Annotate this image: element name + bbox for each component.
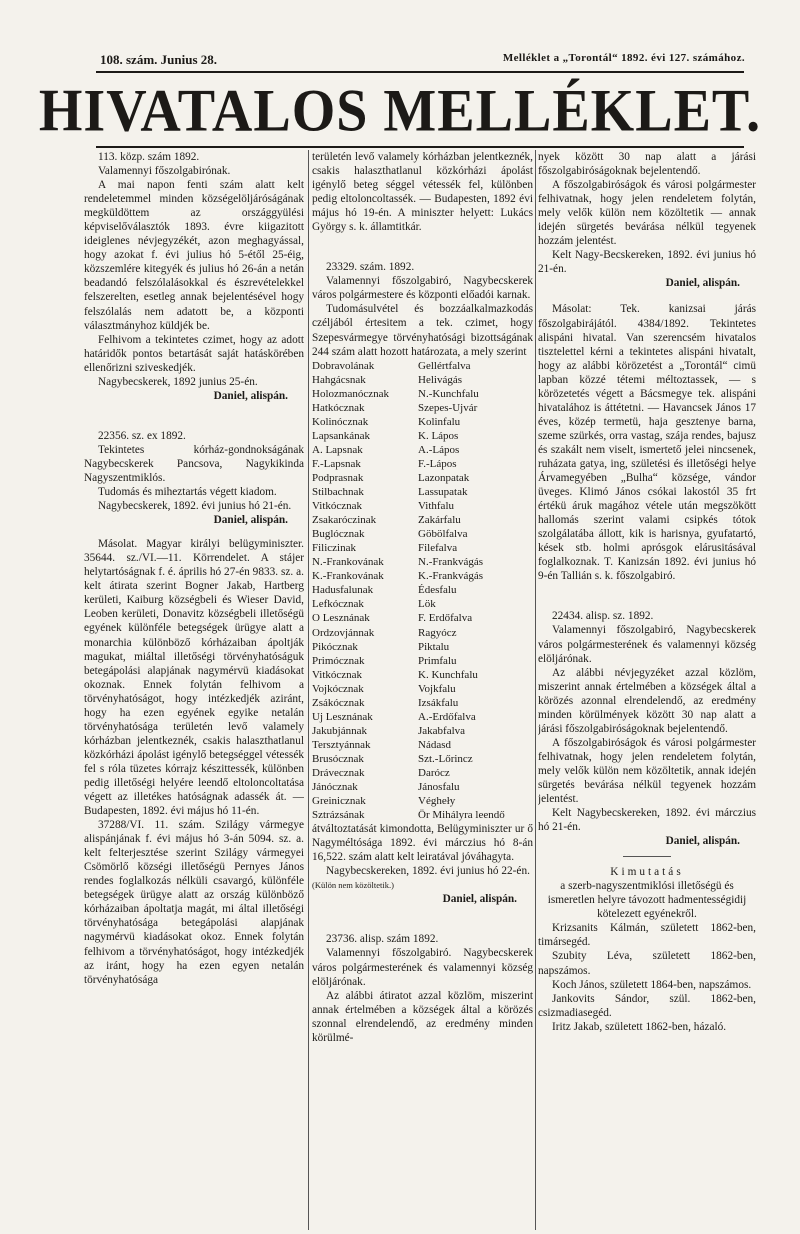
supplement-note: Melléklet a „Torontál“ 1892. évi 127. számához.	[502, 52, 745, 64]
notice-body: Tudomásulvétel és bozzáalkalmazkodás czéljából értesitem a tek. czimet, hogy Szepesvármegye törvényhatósági bizottságának 244 szám alatt hozott határozata, a mely szerint	[312, 303, 533, 358]
masthead-title: HIVATALOS MELLÉKLET.	[38, 77, 762, 145]
wanted-notice-copy: Másolat: Tek. kanizsai járás főszolgabirájától. 4384/1892. Tekintetes alispáni hivatal. Van szerencsém hivatalos tisztelettel kérni a tekintetes alispáni hivatalt, hogy az alábbi körözetést a „Torontál“ cimü lapban közzé tétemi méltoztassek, — s körözetetés végett a Bácsmegye tek. alispáni hivatalához is áttétetni. — Havancsek János 17 éves, közép termetü, haja gesztenye barna, szeme szürkés, orra vastag, szája rendes, bajusz és szakált nem viselt, ismertető jelei nincsenek, ruházata gatya, ing, születési és illetőségi helye Árvamegyében „Bulha“ községe, vándor üveges. Klimó János csókai lakostól 35 frt értékü áruk magához vétele után megszökött hallomás szerint valami csipkés tótok szolgálatába állott, kik is harisnya, gyufatartó, kések stb. holmi aprósgok elárusitásával foglalkoznak. T. Kanizsán 1892. évi junius hó 9-én Tallián s. k. főszolgabiró.	[538, 303, 756, 583]
table-row	[312, 457, 533, 471]
old-place-name: Pikócznak	[312, 640, 358, 653]
old-place-name: A. Lapsnak	[312, 443, 363, 456]
old-place-name: Hahgácsnak	[312, 373, 366, 386]
old-place-name: Primócznak	[312, 654, 365, 667]
new-place-name: Darócz	[418, 766, 450, 779]
old-place-name: Buglócznak	[312, 528, 365, 541]
column-1	[84, 150, 304, 1234]
table-row	[312, 710, 533, 724]
new-place-name: Lök	[418, 598, 436, 611]
column-divider	[535, 150, 536, 1230]
new-place-name: Göbölfalva	[418, 528, 468, 541]
old-place-name: N.-Frankovának	[312, 556, 384, 569]
new-place-name: Gellértfalva	[418, 359, 471, 372]
notice-number: 23736. alisp. szám 1892.	[326, 933, 439, 946]
new-place-name: A.-Erdőfalva	[418, 710, 476, 723]
table-row	[312, 766, 533, 780]
old-place-name: Dobravolának	[312, 359, 375, 372]
notice-body: Az alábbi átiratot azzal közlöm, miszerint annak értelmében a községek által a körözés szonnal elrendelendő, az eredmény minden körülmé-	[312, 989, 533, 1044]
list-item: Iritz Jakab, született 1862-ben, házaló.	[552, 1020, 727, 1033]
notice-22356	[84, 429, 304, 527]
notice-date: Nagybecskereken, 1892. évi junius hó 22-én.	[326, 865, 530, 878]
new-place-name: Szepes-Ujvár	[418, 401, 478, 414]
new-place-name: Végheły	[418, 795, 456, 808]
old-place-name: Hadusfalunak	[312, 584, 374, 597]
table-row	[312, 485, 533, 499]
kimutatas-list	[538, 865, 756, 1034]
old-place-name: Vojkócznak	[312, 682, 364, 695]
notice-22434	[538, 609, 756, 848]
old-place-name: F.-Lapsnak	[312, 457, 361, 470]
signature: Daniel, alispán.	[665, 835, 740, 848]
page-header	[0, 52, 800, 70]
old-place-name: Ordzovjánnak	[312, 626, 375, 639]
table-row	[312, 668, 533, 682]
old-place-name: Holozmanócznak	[312, 387, 389, 400]
table-row	[312, 738, 533, 752]
table-row	[312, 752, 533, 766]
notice-body: Az alábbi névjegyzéket azzal közlöm, miszerint annak értelmében a községek által a körözés azonnal elrendelendő, az eredmény minden körülmények között 30 nap alatt a járási főszolgabiróságoknak bejelentendő.	[538, 666, 756, 735]
table-row	[312, 513, 533, 527]
table-row	[312, 499, 533, 513]
table-row	[312, 415, 533, 429]
new-place-name: Ragyócz	[418, 626, 457, 639]
old-place-name: Uj Lesznának	[312, 710, 373, 723]
table-row	[312, 640, 533, 654]
new-place-name: Ör Mihályra leendő	[418, 809, 505, 822]
table-row	[312, 443, 533, 457]
new-place-name: Nádasd	[418, 738, 451, 751]
notice-body: Tudomás és miheztartás végett kiadom.	[98, 486, 277, 499]
table-row	[312, 626, 533, 640]
new-place-name: F.-Lápos	[418, 457, 457, 470]
old-place-name: Hatkócznak	[312, 401, 365, 414]
new-place-name: K. Kunchfalu	[418, 668, 478, 681]
old-place-name: Stilbachnak	[312, 486, 364, 499]
old-place-name: Drávecznak	[312, 766, 365, 779]
list-item: Krizsanits Kálmán, született 1862-ben, timársegéd.	[538, 922, 756, 949]
notice-23329	[312, 260, 533, 358]
continued-text: nyek között 30 nap alatt a járási főszolgabiróságoknak bejelentendő.	[538, 151, 756, 178]
table-row	[312, 359, 533, 373]
new-place-name: K. Lápos	[418, 429, 459, 442]
old-place-name: Filiczinak	[312, 542, 356, 555]
old-place-name: Greinicznak	[312, 795, 366, 808]
list-title: Kimutatás	[610, 866, 684, 879]
old-place-name: Zsákócznak	[312, 696, 365, 709]
table-row	[312, 597, 533, 611]
old-place-name: Zsakaróczinak	[312, 514, 377, 527]
notice-date: Nagybecskerek, 1892 junius 25-én.	[98, 375, 258, 388]
old-place-name: Brusócznak	[312, 752, 364, 765]
old-place-name: Kolinócznak	[312, 415, 369, 428]
table-row	[312, 682, 533, 696]
old-place-name: Lapsankának	[312, 429, 371, 442]
new-place-name: Izsákfalu	[418, 696, 459, 709]
notice-number: 22356. sz. ex 1892.	[98, 429, 186, 442]
addressee: Valamennyi főszolgabiró, Nagybecskerek város polgármesterének és valamennyi község elöljárónak.	[538, 624, 756, 665]
addressee: Valamennyi főszolgabirónak.	[98, 165, 231, 178]
notice-date: Kelt Nagybecskereken, 1892. évi márczius hó 21-én.	[538, 807, 756, 834]
signature: Daniel, alispán.	[442, 893, 517, 906]
notice-113	[84, 150, 304, 403]
notice-date: Nagybecskerek, 1892. évi junius hó 21-én.	[98, 500, 292, 513]
addressee: Valamennyi főszolgabiró. Nagybecskerek város polgármesterének és valamennyi község elöljárónak.	[312, 947, 533, 988]
table-row	[312, 471, 533, 485]
notice-number: 22434. alisp. sz. 1892.	[552, 610, 654, 623]
column-divider	[308, 150, 309, 1230]
addressee: Valamennyi főszolgabiró, Nagybecskerek város polgármestere és központi előadói karnak.	[312, 275, 533, 302]
new-place-name: Filefalva	[418, 542, 458, 555]
continued-text: területén levő valamely kórházban jelentkeznék, csakis halaszthatlanul közkórházi ápolást igénylő beteg séggel vétessék fel, különben pedig eltoloncoltassék. — Budapesten, 1892 évi május hó 19-én. A miniszter helyett: Lukács György s. k. államtitkár.	[312, 151, 533, 234]
signature: Daniel, alispán.	[213, 514, 288, 527]
table-row	[312, 583, 533, 597]
old-place-name: Podprasnak	[312, 471, 364, 484]
notice-body: Felhivom a tekintetes czimet, hogy az adott határidők pontos betartását saját hatáskörében ellenőrizni sziveskedjék.	[84, 333, 304, 374]
list-item: Jankovits Sándor, szül. 1862-ben, csizmadiasegéd.	[538, 992, 756, 1019]
old-place-name: K.-Frankovának	[312, 570, 384, 583]
new-place-name: Vojkfalu	[418, 682, 456, 695]
old-place-name: Vitkócznak	[312, 500, 363, 513]
table-row	[312, 541, 533, 555]
new-place-name: Vithfalu	[418, 500, 454, 513]
notice-body: A mai napon fenti szám alatt kelt rendeletemmel minden községelöljáróságának megküldöttem az országgyülési képviselőválasztók 1893. évre kiigazitott ideiglenes névjegyzékét, azon meghagyással, hogy azokat f. évi julius hó 5-étől 25-éig, közszemlére kitegyék és julius hó 26-án a netán beadandó felszólalásokkal és észrevételekkel felszerelten, esetleg annak bejelentésével hogy felszólalás nem adatott be, a központi választmányhoz küldjék be.	[84, 179, 304, 332]
signature: Daniel, alispán.	[213, 389, 288, 402]
new-place-name: Édesfalu	[418, 584, 457, 597]
notice-number: 113. közp. szám 1892.	[98, 151, 200, 163]
old-place-name: Tersztyánnak	[312, 738, 371, 751]
issue-number: 108. szám. Junius 28.	[100, 52, 218, 67]
new-place-name: Kolinfalu	[418, 415, 461, 428]
table-row	[312, 527, 533, 541]
table-row	[312, 569, 533, 583]
new-place-name: Lazonpatak	[418, 471, 470, 484]
notice-body: A főszolgabiróságok és városi polgármester felhivatnak, hogy jelen rendeletem folytán, mely velők külön nem közöltetik — annak idején sürgetés bevárása nélkül tegyenek hozzám jelentést.	[538, 179, 756, 248]
list-item: Szubity Léva, született 1862-ben, napszámos.	[538, 950, 756, 977]
new-place-name: Jánosfalu	[418, 781, 460, 794]
table-row	[312, 654, 533, 668]
table-row	[312, 429, 533, 443]
old-place-name: Vitkócznak	[312, 668, 363, 681]
old-place-name: Lefkócznak	[312, 598, 364, 611]
table-row	[312, 373, 533, 387]
masthead-rule	[96, 146, 744, 148]
old-place-name: Jánócznak	[312, 781, 358, 794]
new-place-name: Szt.-Lőrincz	[418, 752, 473, 765]
table-row	[312, 724, 533, 738]
notice-body: átváltoztatását kimondotta, Belügyminiszter ur ő Nagyméltósága 1892. évi márczius hó 8-án 16,522. szám alatt kelt leiratával jóváhagyta.	[312, 823, 533, 864]
signature: Daniel, alispán.	[665, 277, 740, 290]
table-row	[312, 611, 533, 625]
table-row	[312, 387, 533, 401]
notice-23736	[312, 932, 533, 1044]
new-place-name: F. Erdőfalva	[418, 612, 473, 625]
new-place-name: A.-Lápos	[418, 443, 460, 456]
table-row	[312, 808, 533, 822]
column-3	[538, 150, 756, 1234]
section-separator	[623, 856, 671, 857]
new-place-name: N.-Frankvágás	[418, 556, 484, 569]
new-place-name: Piktalu	[418, 640, 450, 653]
not-published-note: (Külön nem közöltetik.)	[312, 880, 394, 891]
table-row	[312, 780, 533, 794]
new-place-name: Helivágás	[418, 373, 462, 386]
addressee: Tekintetes kórház-gondnokságának Nagybecskerek Pancsova, Nagykikinda Nagyszentmiklós.	[84, 443, 304, 484]
list-item: Koch János, született 1864-ben, napszámos.	[552, 978, 752, 991]
header-rule	[96, 71, 744, 73]
table-row	[312, 794, 533, 808]
table-row	[312, 696, 533, 710]
new-place-name: N.-Kunchfalu	[418, 387, 479, 400]
new-place-name: K.-Frankvágás	[418, 570, 484, 583]
notice-body: A főszolgabiróságok és városi polgármester felhivatnak, hogy jelen rendeletem folytán, mely velők külön nem közöltetik, annak idején sürgetés bevárása nélkül tegyenek hozzám jelentést.	[538, 736, 756, 806]
old-place-name: O Lesznának	[312, 612, 370, 625]
old-place-name: Sztrázsának	[312, 809, 365, 822]
list-subtitle: a szerb-nagyszentmiklósi illetőségü és ismeretlen helyre távozott hadmentességidij kötelezett egyénekről.	[547, 880, 747, 921]
ministerial-order-37288: 37288/VI. 11. szám. Szilágy vármegye alispánjának f. évi május hó 3-án 5094. sz. a. kelt felterjesztése szerint Szilágy vármegyei Csömörlő községi illetőségü Pernyes János rendes foglalkozás nélküli csavargó, különféle betegségek ürügye alatt az ország különböző kórházaiban ápoltatja magát, mi által illetőségi törvényhatósága betegápolási alapjának nagymérvü kiadásokat okoz. Ennek folytán felhivom a törvényhatóságot, hogy intézkedjék az iránt, hogy ha ezen egyen netalán törvényhatósága	[84, 819, 304, 986]
table-row	[312, 401, 533, 415]
new-place-name: Lassupatak	[418, 486, 468, 499]
new-place-name: Primfalu	[418, 654, 457, 667]
column-2	[312, 150, 533, 1234]
notice-number: 23329. szám. 1892.	[326, 261, 415, 274]
new-place-name: Zakárfalu	[418, 514, 461, 527]
table-row	[312, 555, 533, 569]
old-place-name: Jakubjánnak	[312, 724, 367, 737]
notice-date: Kelt Nagy-Becskereken, 1892. évi junius hó 21-én.	[538, 249, 756, 276]
place-name-table	[312, 359, 533, 823]
ministerial-copy: Másolat. Magyar királyi belügyminiszter. 35644. sz./VI.—11. Körrendelet. A stájer helytartóságnak f. é. április hó 27-én 9833. sz. a. kelt átirata szerint Bogner Jakab, Hartberg kerületi, Kaiburg községbeli és Wieser David, Leoben kerületi, Donavitz községbeli illetőségü egyének különféle betegségek ürügye alatt a monarchia különböző kórházaiban ápoltják magukat, miáltal illetőségi törvényhatóságuk betegápolási alapjának nagymérvü kiadásokat okoznak. Ennek folytán felhivom a törvényhatóságot, hogy intézkedjék aziránt, hogy ha ezen egyének egyike netalán törvényhatósága területén levő valamely kórházban jelentkeznék, csakis halaszthatlanul közkórházi ápolást igénylő betegséggel vétessék fel s róla tüzetes kórrajz készittessék, különben pedig illetőségi helyére leendő eltoloncoltatása végett az illetékes hatóságnak adassék át. — Budapesten, 1892. évi május hó 11-én.	[84, 538, 304, 818]
new-place-name: Jakabfalva	[418, 724, 466, 737]
